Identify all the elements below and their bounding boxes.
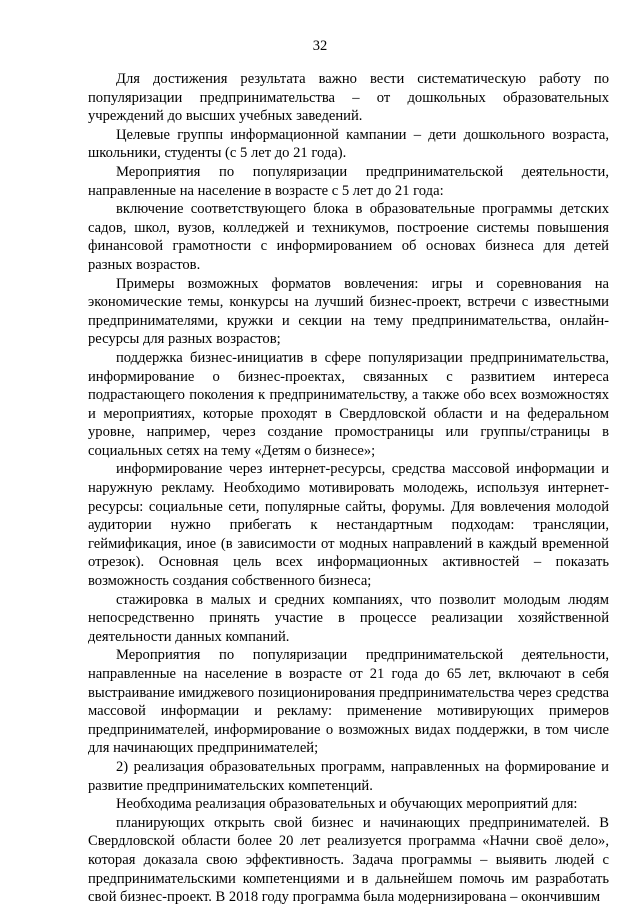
page-number: 32 [312,38,328,54]
paragraph-measures-21-65: Мероприятия по популяризации предпринимательской деятельности, направленные на население в возрасте от 21 года до 65 лет, включают в себя выстраивание имиджевого позиционирования предпринимательства через средства массовой информации и рекламу: применение мотивирующих примеров предпринимателей, информирование о возможных видах поддержки, в том числе для начинающих предпринимателей; [88,647,609,757]
paragraph-training-needed: Необходима реализация образовательных и обучающих мероприятий для: [116,796,578,813]
paragraph-educational-programs: 2) реализация образовательных программ, направленных на формирование и развитие предпринимательских компетенций. [88,758,609,794]
paragraph-start-business-program: планирующих открыть свой бизнес и начинающих предпринимателей. В Свердловской области более 20 лет реализуется программа «Начни своё дело», которая доказала свою эффективность. Задача программы – выявить людей с предпринимательскими компетенциями и в дальнейшем помочь им разработать свой бизнес-проект. В 2018 году программа была модернизирована – окончившим [88,814,609,906]
paragraph-measures-5-21: Мероприятия по популяризации предпринимательской деятельности, направленные на население в возрасте с 5 лет до 21 года: [88,163,609,199]
paragraph-business-initiatives: поддержка бизнес-инициатив в сфере популяризации предпринимательства, информирование о бизнес-проектах, связанных с развитием интереса подрастающего поколения к предпринимательству, а также обо всех возможностях и мероприятиях, которые проходят в Свердловской области и на федеральном уровне, например, через создание промостраницы или группы/страницы в социальных сетях на тему «Детям о бизнесе»; [88,349,609,459]
text-body [88,70,609,907]
paragraph-education-block: включение соответствующего блока в образовательные программы детских садов, школ, вузов, колледжей и техникумов, построение системы повышения финансовой грамотности с информированием об основах бизнеса для детей разных возрастов. [88,201,609,273]
paragraph-internet-informing: информирование через интернет-ресурсы, средства массовой информации и наружную рекламу. Необходимо мотивировать молодежь, используя интернет-ресурсы: социальные сети, популярные сайты, форумы. Для вовлечения молодой аудитории нужно прибегать к нестандартным подходам: трансляции, геймификация, иное (в зависимости от модных направлений в каждый временной отрезок). Основная цель всех информационных активностей – показать возможность создания собственного бизнеса; [88,461,609,590]
paragraph-target-groups: Целевые группы информационной кампании – дети дошкольного возраста, школьники, студенты (с 5 лет до 21 года). [88,126,609,162]
paragraph-engagement-formats: Примеры возможных форматов вовлечения: игры и соревнования на экономические темы, конкурсы на лучший бизнес-проект, встречи с известными предпринимателями, кружки и секции на тему предпринимательства, онлайн-ресурсы для разных возрастов; [88,275,609,348]
paragraph-result-goal: Для достижения результата важно вести систематическую работу по популяризации предпринимательства – от дошкольных образовательных учреждений до высших учебных заведений. [88,71,609,125]
paragraph-internships: стажировка в малых и средних компаниях, что позволит молодым людям непосредственно принять участие в процессе реализации хозяйственной деятельности данных компаний. [88,591,609,645]
